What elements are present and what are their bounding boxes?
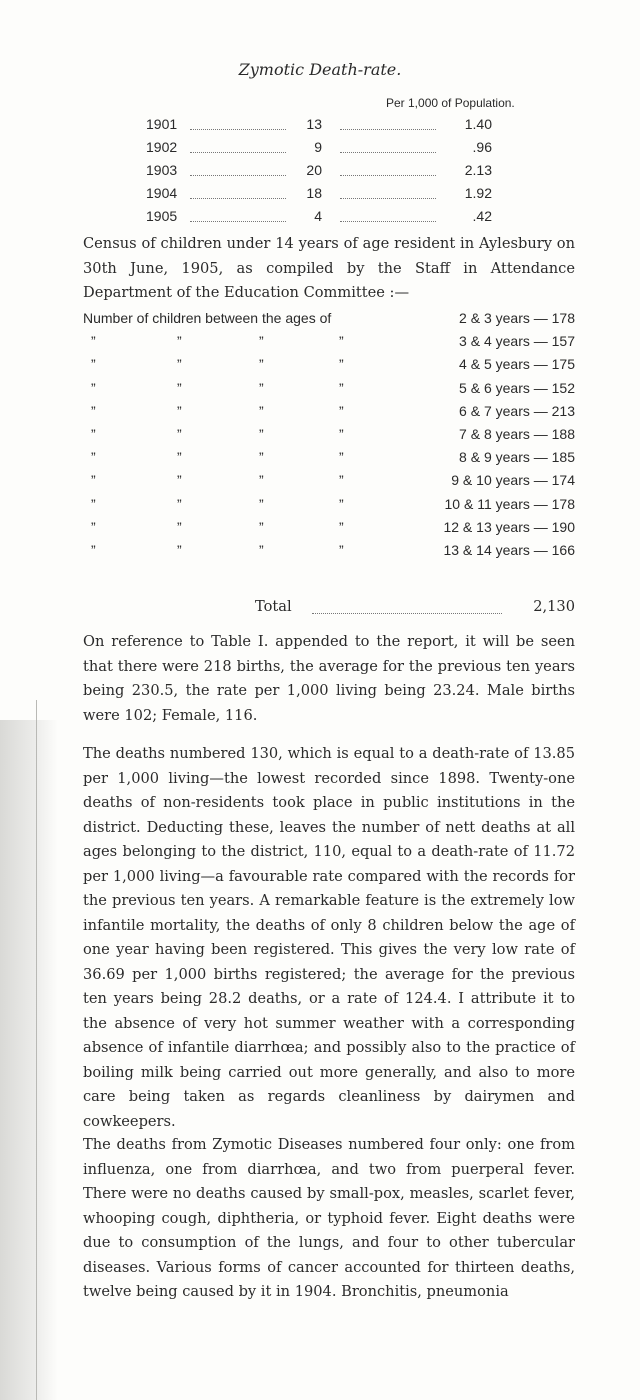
ditto-mark: ” xyxy=(177,356,182,373)
ditto-mark: ” xyxy=(259,356,264,373)
census-row xyxy=(83,403,575,426)
census-row xyxy=(83,542,575,565)
ditto-mark: ” xyxy=(259,472,264,489)
census-age-count: 12 & 13 years — 190 xyxy=(443,518,575,535)
rate-deaths: 13 xyxy=(306,116,322,132)
ditto-mark: ” xyxy=(177,518,182,535)
dot-leader xyxy=(190,221,286,222)
rate-column-header: Per 1,000 of Population. xyxy=(386,96,515,110)
ditto-mark: ” xyxy=(91,541,96,558)
rate-deaths: 18 xyxy=(306,185,322,201)
census-row xyxy=(83,496,575,519)
ditto-mark: ” xyxy=(91,379,96,396)
census-age-count: 6 & 7 years — 213 xyxy=(459,402,575,419)
rate-row xyxy=(0,116,640,136)
census-total-row xyxy=(0,598,640,620)
total-value: 2,130 xyxy=(533,598,575,615)
census-row xyxy=(83,472,575,495)
rate-per-1000: 1.92 xyxy=(464,185,492,201)
dot-leader xyxy=(190,129,286,130)
census-age-count: 5 & 6 years — 152 xyxy=(459,379,575,396)
rate-per-1000: .42 xyxy=(472,208,492,224)
census-age-count: 2 & 3 years — 178 xyxy=(459,310,575,326)
section-title: Zymotic Death-rate. xyxy=(238,60,402,79)
rate-row xyxy=(0,208,640,228)
census-age-count: 4 & 5 years — 175 xyxy=(459,356,575,373)
census-row xyxy=(83,426,575,449)
dot-leader xyxy=(340,175,436,176)
deaths-paragraph: The deaths numbered 130, which is equal to a death-rate of 13.85 per 1,000 living—the lowest recorded since 1898. Twenty-one deaths of non-residents took place in public institutions in the district. Deducting these, leaves the number of nett deaths at all ages belonging to the district, 110, equal to a death-rate of 11.72 per 1,000 living—a favourable rate compared with the records for the previous ten years. A remarkable feature is the extremely low infantile mortality, the deaths of only 8 children below the age of one year having been registered. This gives the very low rate of 36.69 per 1,000 births registered; the average for the previous ten years being 28.2 deaths, or a rate of 124.4. I attribute it to the absence of very hot summer weather with a corresponding absence of infantile diarrhœa; and possibly also to the practice of boiling milk being carried out more generally, and also to more care being taken as regards cleanliness by dairymen and cowkeepers. xyxy=(83,745,575,1130)
census-age-count: 9 & 10 years — 174 xyxy=(451,472,575,489)
ditto-mark: ” xyxy=(339,495,344,512)
ditto-mark: ” xyxy=(91,425,96,442)
census-row xyxy=(83,519,575,542)
ditto-mark: ” xyxy=(91,518,96,535)
ditto-mark: ” xyxy=(91,356,96,373)
census-row xyxy=(83,333,575,356)
rate-per-1000: .96 xyxy=(472,139,492,155)
dot-leader xyxy=(190,152,286,153)
census-row xyxy=(83,356,575,379)
ditto-mark: ” xyxy=(259,425,264,442)
ditto-mark: ” xyxy=(91,333,96,350)
births-paragraph: On reference to Table I. appended to the report, it will be seen that there were 218 births, the average for the previous ten years being 230.5, the rate per 1,000 living being 23.24. Male births were 102; Female, 116. xyxy=(83,633,575,724)
dot-leader xyxy=(190,198,286,199)
census-intro-paragraph: Census of children under 14 years of age resident in Aylesbury on 30th June, 1905, as compiled by the Staff in Attendance Department of the Education Committee :— xyxy=(83,235,575,301)
census-age-count: 10 & 11 years — 178 xyxy=(444,495,575,512)
dot-leader xyxy=(340,221,436,222)
ditto-mark: ” xyxy=(177,495,182,512)
ditto-mark: ” xyxy=(339,402,344,419)
rate-year: 1903 xyxy=(146,162,178,178)
ditto-mark: ” xyxy=(177,333,182,350)
census-age-count: 8 & 9 years — 185 xyxy=(459,449,575,466)
ditto-mark: ” xyxy=(259,449,264,466)
zymotic-diseases-paragraph: The deaths from Zymotic Diseases numbered four only: one from influenza, one from diarrhœa, and two from puerperal fever. There were no deaths caused by small-pox, measles, scarlet fever, whooping cough, diphtheria, or typhoid fever. Eight deaths were due to consumption of the lungs, and four to other tubercular diseases. Various forms of cancer accounted for thirteen deaths, twelve being caused by it in 1904. Bronchitis, pneumonia xyxy=(83,1136,575,1300)
ditto-mark: ” xyxy=(177,541,182,558)
rate-row xyxy=(0,185,640,205)
rate-per-1000: 2.13 xyxy=(464,162,492,178)
rate-row xyxy=(0,162,640,182)
ditto-mark: ” xyxy=(91,402,96,419)
census-row xyxy=(83,310,575,333)
census-age-count: 3 & 4 years — 157 xyxy=(459,333,575,350)
rate-year: 1902 xyxy=(146,139,178,155)
ditto-mark: ” xyxy=(339,356,344,373)
ditto-mark: ” xyxy=(259,495,264,512)
ditto-mark: ” xyxy=(339,379,344,396)
ditto-mark: ” xyxy=(339,333,344,350)
rate-deaths: 9 xyxy=(314,139,322,155)
ditto-mark: ” xyxy=(91,495,96,512)
dot-leader xyxy=(340,152,436,153)
ditto-mark: ” xyxy=(259,333,264,350)
rate-deaths: 20 xyxy=(306,162,322,178)
census-row-label: Number of children between the ages of xyxy=(83,310,332,326)
ditto-mark: ” xyxy=(177,425,182,442)
ditto-mark: ” xyxy=(177,379,182,396)
dot-leader xyxy=(190,175,286,176)
census-age-table xyxy=(83,310,575,565)
ditto-mark: ” xyxy=(339,541,344,558)
page-edge-line xyxy=(36,700,37,1400)
rate-year: 1905 xyxy=(146,208,178,224)
ditto-mark: ” xyxy=(177,449,182,466)
rate-year: 1901 xyxy=(146,116,178,132)
census-age-count: 7 & 8 years — 188 xyxy=(459,425,575,442)
dot-leader xyxy=(312,613,502,614)
ditto-mark: ” xyxy=(259,541,264,558)
ditto-mark: ” xyxy=(177,402,182,419)
ditto-mark: ” xyxy=(339,449,344,466)
ditto-mark: ” xyxy=(177,472,182,489)
dot-leader xyxy=(340,129,436,130)
rate-per-1000: 1.40 xyxy=(464,116,492,132)
ditto-mark: ” xyxy=(91,472,96,489)
rate-deaths: 4 xyxy=(314,208,322,224)
census-row xyxy=(83,380,575,403)
ditto-mark: ” xyxy=(259,402,264,419)
ditto-mark: ” xyxy=(339,518,344,535)
ditto-mark: ” xyxy=(339,472,344,489)
page-edge-shadow xyxy=(0,720,58,1400)
ditto-mark: ” xyxy=(91,449,96,466)
census-row xyxy=(83,449,575,472)
dot-leader xyxy=(340,198,436,199)
ditto-mark: ” xyxy=(259,518,264,535)
ditto-mark: ” xyxy=(259,379,264,396)
census-age-count: 13 & 14 years — 166 xyxy=(443,541,575,558)
rate-year: 1904 xyxy=(146,185,178,201)
rate-row xyxy=(0,139,640,159)
total-label: Total xyxy=(255,598,292,615)
ditto-mark: ” xyxy=(339,425,344,442)
